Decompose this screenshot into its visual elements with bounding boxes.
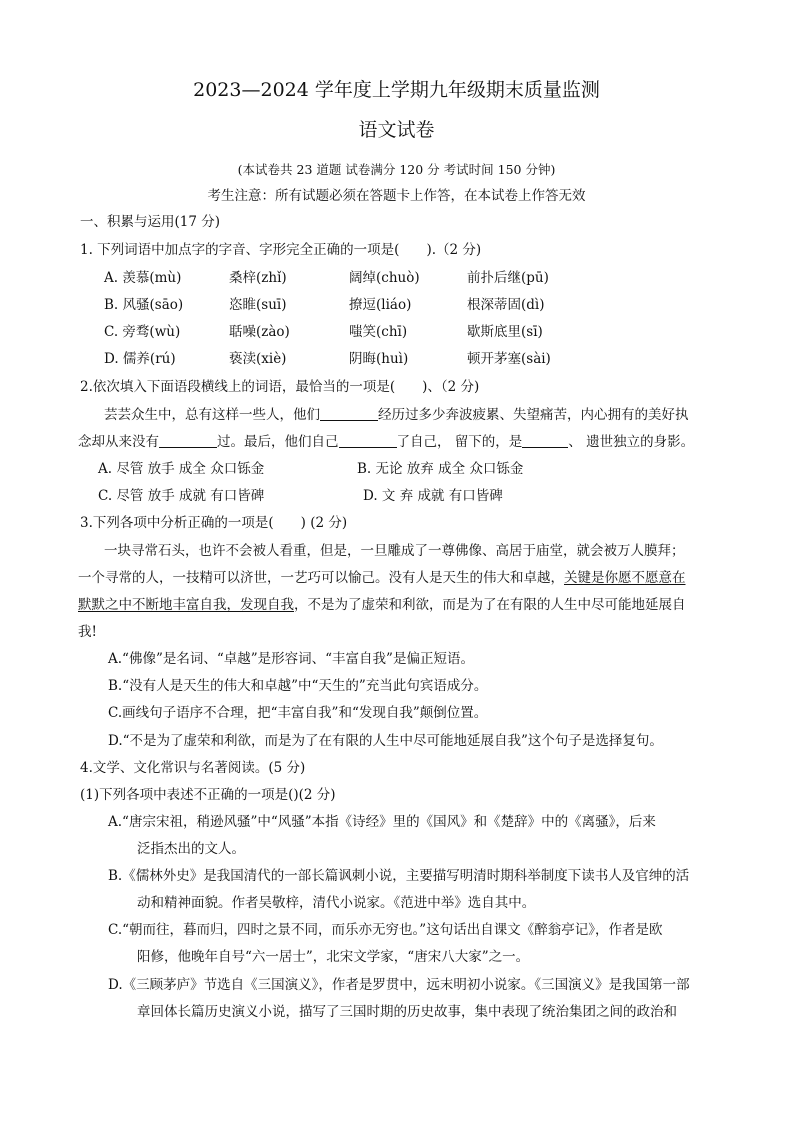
answer-blank xyxy=(339,433,397,448)
q2-text: 念却从来没有 xyxy=(78,434,159,450)
q4-sub1: (1)下列各项中表述不正确的一项是()(2 分) xyxy=(80,787,336,803)
q1-a-2: 桑梓(zhǐ) xyxy=(229,270,287,286)
section-heading: 一、积累与运用(17 分) xyxy=(80,214,221,230)
q3-passage-line1: 一块寻常石头，也许不会被人看重，但是，一旦雕成了一尊佛像、高居于庙堂，就会被万人膜拜； xyxy=(104,543,685,559)
q4-option-a-line2: 泛指杰出的文人。 xyxy=(137,841,245,857)
q2-text: 芸芸众生中，总有这样一些人，他们 xyxy=(104,407,320,423)
q1-a-1: A. 羡慕(mù) xyxy=(104,270,182,286)
q3-passage-line3 xyxy=(78,595,686,615)
q2-text: 过。最后，他们自己 xyxy=(217,434,339,450)
answer-blank xyxy=(159,433,217,448)
q1-c-2: 聒噪(zào) xyxy=(229,324,290,340)
q4-option-c-line1: C.“朝而往，暮而归，四时之景不同，而乐亦无穷也。”这句话出自课文《醉翁亭记》，作者是欧 xyxy=(108,922,663,938)
q3-passage-line4: 我! xyxy=(78,624,97,640)
exam-info: (本试卷共 23 道题 试卷满分 120 分 考试时间 150 分钟) xyxy=(237,162,556,177)
q4-stem: 4.文学、文化常识与名著阅读。(5 分) xyxy=(80,760,306,776)
q2-option-a: A. 尽管 放手 成全 众口铄金 xyxy=(98,461,265,477)
q2-option-d: D. 文 弃 成就 有口皆碑 xyxy=(363,488,503,504)
q4-option-c-line2: 阳修，他晚年自号“六一居士”，北宋文学家，“唐宋八大家”之一。 xyxy=(137,949,530,965)
exam-title: 2023—2024 学年度上学期九年级期末质量监测 xyxy=(193,79,600,101)
q3-option-a: A.“佛像”是名词、“卓越”是形容词、“丰富自我”是偏正短语。 xyxy=(108,651,474,667)
q1-stem: 1. 下列词语中加点字的字音、字形完全正确的一项是( ).（2 分) xyxy=(80,242,482,258)
q4-option-d-line2: 章回体长篇历史演义小说，描写了三国时期的历史故事，集中表现了统治集团之间的政治和 xyxy=(137,1004,677,1020)
q2-passage-line1 xyxy=(104,405,689,425)
q1-b-3: 撩逗(liáo) xyxy=(349,297,412,313)
q2-text: 经历过多少奔波疲累、失望痛苦，内心拥有的美好执 xyxy=(378,407,689,423)
q3-underlined-sentence: 关键是你愿不愿意在 xyxy=(564,570,686,586)
q3-text: 一个寻常的人，一技精可以济世，一艺巧可以愉己。没有人是天生的伟大和卓越， xyxy=(78,570,564,586)
q1-a-4: 前扑后继(pū) xyxy=(467,270,549,286)
q1-d-1: D. 儒养(rú) xyxy=(104,351,176,367)
q2-option-b: B. 无论 放弃 成全 众口铄金 xyxy=(357,461,524,477)
q3-option-c: C.画线句子语序不合理，把“丰富自我”和“发现自我”颠倒位置。 xyxy=(108,705,488,721)
q3-option-b: B.“没有人是天生的伟大和卓越”中“天生的”充当此句宾语成分。 xyxy=(108,678,488,694)
q3-text: ，不是为了虚荣和利欲，而是为了在有限的人生中尽可能地延展自 xyxy=(294,597,686,613)
q3-underlined-sentence: 默默之中不断地丰富自我，发现自我 xyxy=(78,597,294,613)
q3-stem: 3.下列各项中分析正确的一项是( ) (2 分) xyxy=(80,515,348,531)
answer-blank xyxy=(522,433,568,448)
q2-text: 、 遗世独立的身影。 xyxy=(568,434,695,450)
answer-blank xyxy=(320,406,378,421)
q2-text: 了自己， 留下的，是 xyxy=(396,434,523,450)
q2-option-c: C. 尽管 放手 成就 有口皆碑 xyxy=(98,488,265,504)
q1-d-4: 顿开茅塞(sài) xyxy=(467,351,551,367)
q3-option-d: D.“不是为了虚荣和利欲，而是为了在有限的人生中尽可能地延展自我”这个句子是选择复句。 xyxy=(108,733,663,749)
q4-option-d-line1: D.《三顾茅庐》节选自《三国演义》，作者是罗贯中，远末明初小说家。《三国演义》是我国第一部 xyxy=(108,977,690,993)
q4-option-a-line1: A.“唐宗宋祖，稍逊风骚”中“风骚”本指《诗经》里的《国风》和《楚辞》中的《离骚》，后来 xyxy=(108,814,656,830)
q1-b-2: 恣睢(suī) xyxy=(229,297,287,313)
q1-c-1: C. 旁骛(wù) xyxy=(104,324,181,340)
q1-b-1: B. 风骚(sāo) xyxy=(104,297,184,313)
q1-c-3: 嗤笑(chī) xyxy=(349,324,408,340)
q4-option-b-line1: B.《儒林外史》是我国清代的一部长篇讽刺小说，主要描写明清时期科举制度下读书人及官绅的活 xyxy=(108,868,690,884)
q1-d-3: 阴晦(huì) xyxy=(349,351,409,367)
q3-passage-line2 xyxy=(78,568,686,588)
q2-passage-line2 xyxy=(78,432,694,452)
q4-option-b-line2: 动和精神面貌。作者吴敬梓，清代小说家。《范进中举》选自其中。 xyxy=(137,895,536,911)
exam-notice: 考生注意：所有试题必须在答题卡上作答，在本试卷上作答无效 xyxy=(207,188,586,204)
q1-c-4: 歇斯底里(sī) xyxy=(467,324,543,340)
q1-d-2: 亵渎(xiè) xyxy=(229,351,287,367)
q2-stem: 2.依次填入下面语段横线上的词语，最恰当的一项是( )、（2 分) xyxy=(80,379,480,395)
q1-b-4: 根深蒂固(dì) xyxy=(467,297,545,313)
exam-subtitle: 语文试卷 xyxy=(358,119,435,141)
q1-a-3: 阔绰(chuò) xyxy=(349,270,420,286)
